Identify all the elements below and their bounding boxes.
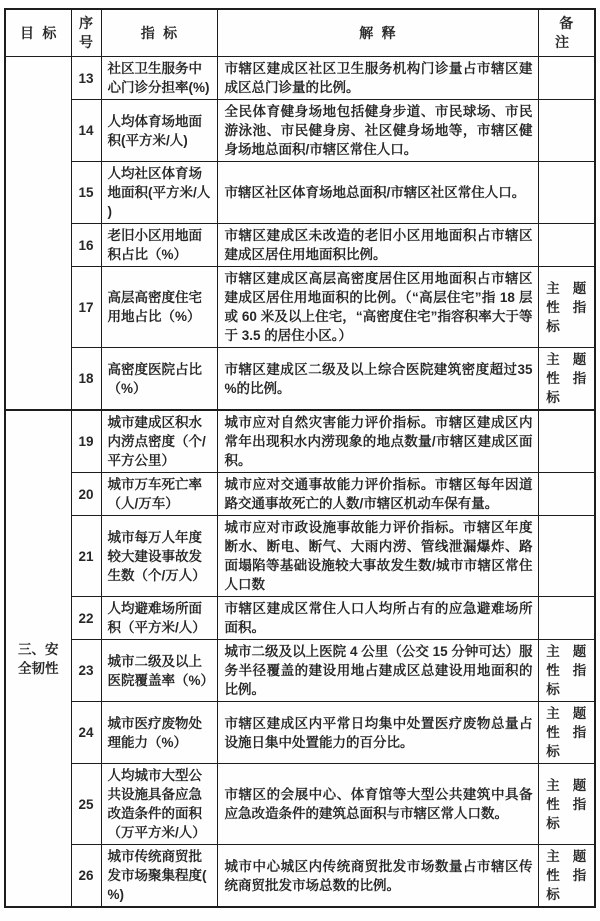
cell-goal-section-1: [5, 57, 71, 411]
cell-remark: [538, 597, 595, 640]
cell-no: 16: [71, 224, 101, 267]
header-no: 序号: [71, 9, 101, 57]
cell-remark: [538, 267, 595, 348]
cell-remark: [538, 516, 595, 597]
remark-text: 主题性指标: [546, 777, 587, 831]
cell-indicator: 城市医疗废物处理能力（%）: [101, 702, 217, 764]
cell-remark: [538, 348, 595, 411]
cell-no: 22: [71, 597, 101, 640]
cell-indicator: 高层高密度住宅用地占比（%）: [101, 267, 217, 348]
cell-explanation: 市辖区建成区二级及以上综合医院建筑密度超过35%的比例。: [217, 348, 538, 411]
table-row: [5, 516, 595, 597]
table-row: [5, 224, 595, 267]
cell-explanation: 市辖区建成区未改造的老旧小区用地面积占市辖区建成区居住用地面积比例。: [217, 224, 538, 267]
remark-text: 主题性指标: [546, 706, 587, 759]
table-row: [5, 267, 595, 348]
cell-explanation: 城市应对交通事故能力评价指标。市辖区每年因道路交通事故死亡的人数/市辖区机动车保有量。: [217, 473, 538, 516]
cell-indicator: 人均城市大型公共设施具备应急改造条件的面积（万平方米/人）: [101, 764, 217, 845]
remark-text: 主题性指标: [546, 352, 587, 405]
cell-indicator: 城市每万人年度较大建设事故发生数（个/万人）: [101, 516, 217, 597]
remark-text: 主题性指标: [546, 280, 587, 334]
cell-no: 23: [71, 640, 101, 702]
cell-remark: [538, 473, 595, 516]
cell-indicator: 城市万车死亡率（人/万车）: [101, 473, 217, 516]
cell-remark: [538, 410, 595, 473]
cell-explanation: 全民体育健身场地包括健身步道、市民球场、市民游泳池、市民健身房、社区健身场地等，市辖区健身场地总面积/市辖区常住人口。: [217, 100, 538, 162]
cell-indicator: 社区卫生服务中心门诊分担率(%): [101, 57, 217, 100]
cell-remark: [538, 162, 595, 224]
cell-no: 13: [71, 57, 101, 100]
cell-remark: [538, 640, 595, 702]
cell-remark: [538, 100, 595, 162]
cell-explanation: 城市应对市政设施事故能力评价指标。市辖区年度断水、断电、断气、大雨内涝、管线泄漏爆炸、路面塌陷等基础设施较大事故发生数/城市市辖区常住人口数: [217, 516, 538, 597]
cell-remark: [538, 764, 595, 845]
cell-explanation: 城市中心城区内传统商贸批发市场数量占市辖区传统商贸批发市场总数的比例。: [217, 845, 538, 908]
cell-explanation: 市辖区社区体育场地总面积/市辖区社区常住人口。: [217, 162, 538, 224]
remark-text: 主题性指标: [546, 849, 587, 902]
cell-indicator: 城市二级及以上医院覆盖率（%）: [101, 640, 217, 702]
remark-text: 主题性指标: [546, 644, 587, 697]
cell-explanation: 城市应对自然灾害能力评价指标。市辖区建成区内常年出现积水内涝现象的地点数量/市辖区建成区面积。: [217, 410, 538, 473]
header-remark: 备注: [538, 9, 595, 57]
cell-indicator: 高密度医院占比（%）: [101, 348, 217, 411]
cell-indicator: 城市传统商贸批发市场聚集程度(%): [101, 845, 217, 908]
cell-indicator: 人均避难场所面积（平方米/人）: [101, 597, 217, 640]
cell-no: 21: [71, 516, 101, 597]
cell-no: 17: [71, 267, 101, 348]
table-row: [5, 640, 595, 702]
table-row: [5, 100, 595, 162]
table-row: [5, 702, 595, 764]
table-row: [5, 410, 595, 473]
cell-explanation: 市辖区建成区常住人口人均所占有的应急避难场所面积。: [217, 597, 538, 640]
cell-no: 14: [71, 100, 101, 162]
header-explanation: 解释: [217, 9, 538, 57]
cell-no: 26: [71, 845, 101, 908]
cell-indicator: 老旧小区用地面积占比（%）: [101, 224, 217, 267]
table-row: [5, 473, 595, 516]
table-row: [5, 764, 595, 845]
cell-indicator: 人均社区体育场地面积(平方米/人): [101, 162, 217, 224]
cell-explanation: 市辖区的会展中心、体育馆等大型公共建筑中具备应急改造条件的建筑总面积与市辖区常人口数。: [217, 764, 538, 845]
cell-no: 20: [71, 473, 101, 516]
cell-no: 19: [71, 410, 101, 473]
cell-remark: [538, 702, 595, 764]
cell-indicator: 人均体育场地面积(平方米/人): [101, 100, 217, 162]
table-row: [5, 597, 595, 640]
cell-explanation: 市辖区建成区社区卫生服务机构门诊量占市辖区建成区总门诊量的比例。: [217, 57, 538, 100]
cell-explanation: 城市二级及以上医院 4 公里（公交 15 分钟可达）服务半径覆盖的建设用地占建成区总建设用地面积的比例。: [217, 640, 538, 702]
table-row: [5, 845, 595, 908]
cell-goal-section-2: 三、安全韧性: [5, 410, 71, 907]
cell-no: 25: [71, 764, 101, 845]
table-row: [5, 348, 595, 411]
cell-indicator: 城市建成区积水内涝点密度（个/平方公里）: [101, 410, 217, 473]
indicator-table: [4, 8, 596, 908]
cell-remark: [538, 57, 595, 100]
cell-no: 24: [71, 702, 101, 764]
cell-remark: [538, 224, 595, 267]
cell-no: 15: [71, 162, 101, 224]
cell-explanation: 市辖区建成区内平常日均集中处置医疗废物总量占设施日集中处置能力的百分比。: [217, 702, 538, 764]
table-row: [5, 162, 595, 224]
cell-no: 18: [71, 348, 101, 411]
header-goal: 目标: [5, 9, 71, 57]
cell-remark: [538, 845, 595, 908]
cell-explanation: 市辖区建成区高层高密度居住区用地面积占市辖区建成区居住用地面积的比例。（“高层住宅”指 18 层或 60 米及以上住宅，“高密度住宅”指容积率大于等于 3.5 的居住小区。）: [217, 267, 538, 348]
table-header-row: [5, 9, 595, 57]
table-row: [5, 57, 595, 100]
header-indicator: 指标: [101, 9, 217, 57]
